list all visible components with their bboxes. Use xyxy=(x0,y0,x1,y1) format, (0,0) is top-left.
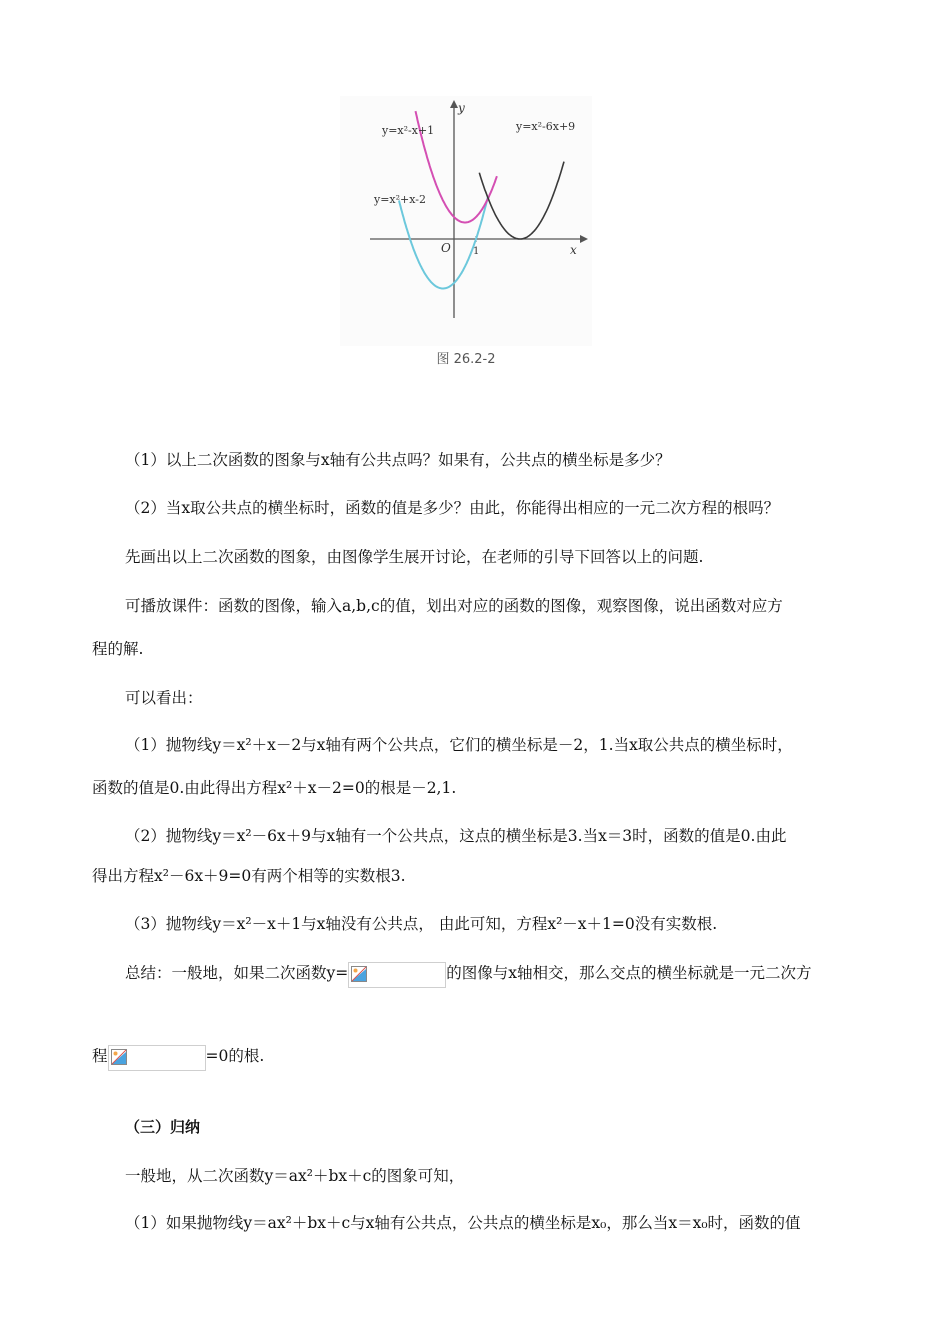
label-curve2: y=x²-6x+9 xyxy=(516,120,576,133)
observation-1-line-1: （1）抛物线y＝x²＋x－2与x轴有两个公共点，它们的横坐标是－2，1.当x取公共点的横坐标时， xyxy=(125,736,793,754)
observation-3: （3）抛物线y＝x²－x＋1与x轴没有公共点， 由此可知，方程x²－x＋1=0没有实数根. xyxy=(125,915,718,933)
courseware-line-2: 程的解. xyxy=(92,640,144,658)
graph-svg xyxy=(340,96,592,346)
label-tick-1: 1 xyxy=(473,246,480,257)
label-curve1: y=x²-x+1 xyxy=(382,124,435,137)
observation-2-line-1: （2）抛物线y＝x²－6x＋9与x轴有一个公共点，这点的横坐标是3.当x＝3时，函数的值是0.由此 xyxy=(125,827,787,845)
summary-line-2 xyxy=(92,1045,264,1071)
observation-2-line-2: 得出方程x²－6x＋9=0有两个相等的实数根3. xyxy=(92,867,406,885)
summary-line2-prefix: 程 xyxy=(92,1047,108,1065)
question-1: （1）以上二次函数的图象与x轴有公共点吗？如果有，公共点的横坐标是多少？ xyxy=(125,451,671,469)
label-origin: O xyxy=(441,241,451,255)
observation-intro: 可以看出： xyxy=(125,689,203,707)
induction-line-1: 一般地，从二次函数y＝ax²＋bx＋c的图象可知， xyxy=(125,1167,465,1185)
label-x-axis: x xyxy=(570,243,577,257)
summary-line-1 xyxy=(125,962,812,988)
instruction-paragraph: 先画出以上二次函数的图象，由图像学生展开讨论，在老师的引导下回答以上的问题. xyxy=(125,548,704,566)
figure-caption: 图 26.2-2 xyxy=(436,352,496,367)
summary-suffix: 的图像与x轴相交，那么交点的横坐标就是一元二次方 xyxy=(446,964,812,982)
parabola-figure xyxy=(340,96,592,372)
summary-prefix: 总结：一般地，如果二次函数y= xyxy=(125,964,349,982)
label-curve3: y=x²+x-2 xyxy=(374,193,426,206)
courseware-line-1: 可播放课件：函数的图像，输入a,b,c的值，划出对应的函数的图像，观察图像，说出函数对应方 xyxy=(125,597,783,615)
induction-line-2: （1）如果抛物线y＝ax²＋bx＋c与x轴有公共点，公共点的横坐标是x₀，那么当x＝x₀时，函数的值 xyxy=(125,1214,801,1232)
observation-1-line-2: 函数的值是0.由此得出方程x²＋x－2=0的根是－2,1. xyxy=(92,779,457,797)
summary-line2-suffix: =0的根. xyxy=(205,1047,265,1065)
broken-image-icon xyxy=(348,962,446,988)
question-2: （2）当x取公共点的横坐标时，函数的值是多少？由此，你能得出相应的一元二次方程的根吗？ xyxy=(125,499,780,517)
label-y-axis: y xyxy=(458,101,465,115)
broken-image-icon xyxy=(108,1045,206,1071)
section-title: （三）归纳 xyxy=(125,1118,201,1136)
